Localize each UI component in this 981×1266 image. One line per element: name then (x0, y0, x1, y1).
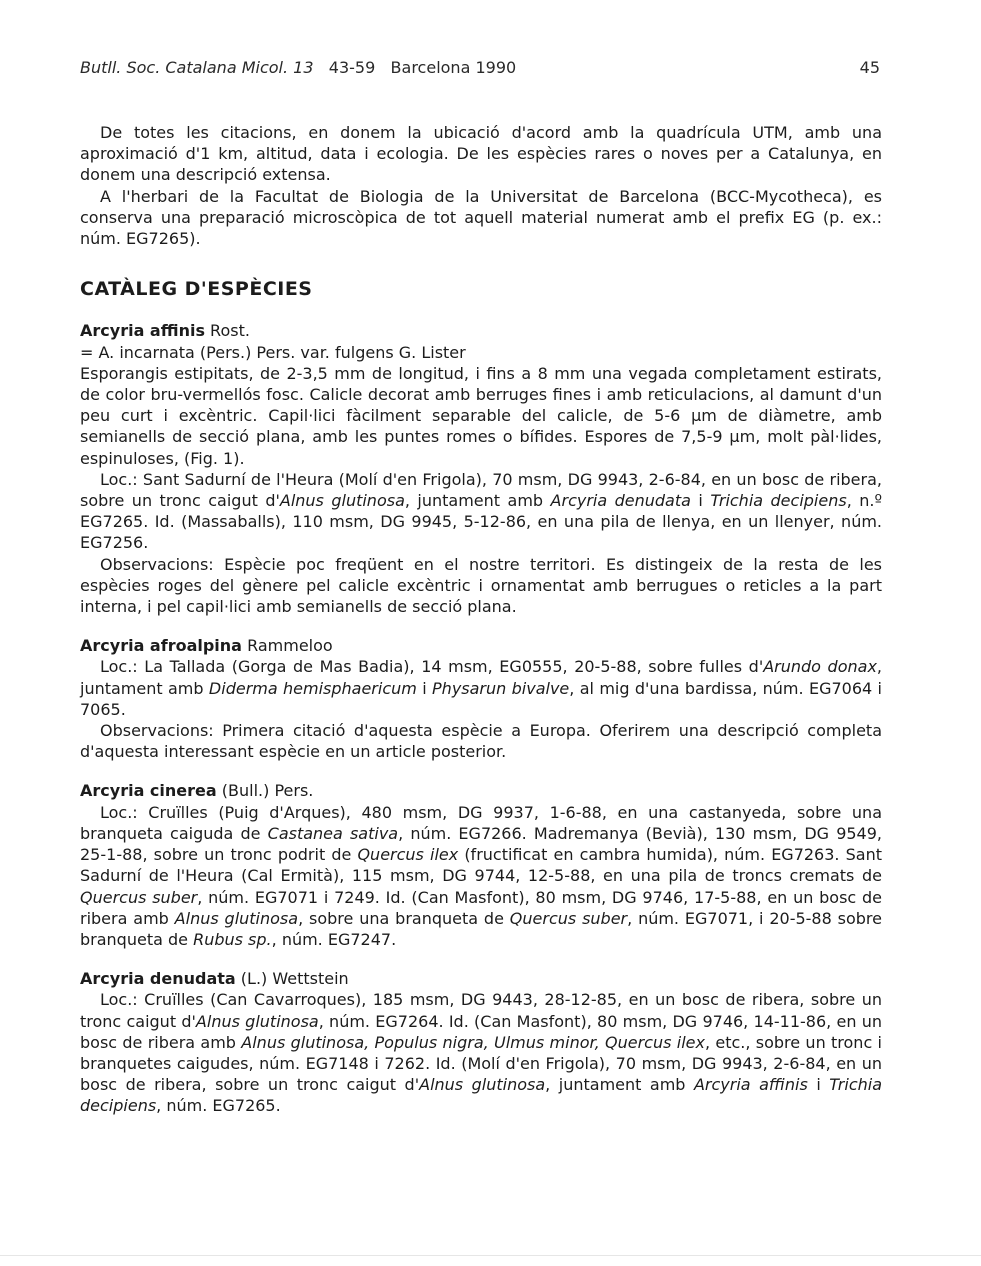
species-paragraph: Loc.: Cruïlles (Puig d'Arques), 480 msm, DG 9937, 1-6-88, en una castanyeda, sobre una branqueta caiguda de Castanea sativa, núm. EG7266. Madremanya (Bevià), 130 msm, DG 9549, 25-1-88, sobre un tronc podrit de Quercus ilex (fructificat en cambra humida), núm. EG7263. Sant Sadurní de l'Heura (Cal Ermità), 115 msm, DG 9744, 12-5-88, en una pila de troncs cremats de Quercus suber, núm. EG7071 i 7249. Id. (Can Masfont), 80 msm, DG 9746, 17-5-88, en un bosc de ribera amb Alnus glutinosa, sobre una branqueta de Quercus suber, núm. EG7071, i 20-5-88 sobre branqueta de Rubus sp., núm. EG7247. (80, 802, 883, 949)
species-heading (80, 635, 882, 656)
journal-citation: Butll. Soc. Catalana Micol. 13 (80, 58, 314, 77)
species-paragraph: Loc.: Cruïlles (Can Cavarroques), 185 msm, DG 9443, 28-12-85, en un bosc de ribera, sobre un tronc caigut d'Alnus glutinosa, núm. EG7264. Id. (Can Masfont), 80 msm, DG 9746, 14-11-86, en un bosc de ribera amb Alnus glutinosa, Populus nigra, Ulmus minor, Quercus ilex, etc., sobre un tronc i branquetes caigudes, núm. EG7148 i 7262. Id. (Molí d'en Frigola), 70 msm, DG 9943, 2-6-84, en un bosc de ribera, sobre un tronc caigut d'Alnus glutinosa, juntament amb Arcyria affinis i Trichia decipiens, núm. EG7265. (80, 990, 883, 1116)
species-paragraph: Observacions: Espècie poc freqüent en el nostre territori. Es distingeix de la resta de les espècies roges del gènere pel calicle excèntric i ornamentat amb berrugues o reticles a la part interna, i pel capil·lici amb semianells de secció plana. (80, 554, 882, 617)
species-heading (80, 968, 882, 989)
species-paragraph: Observacions: Primera citació d'aquesta espècie a Europa. Oferirem una descripció completa d'aquesta interessant espècie en un article posterior. (80, 721, 882, 762)
intro-paragraph: A l'herbari de la Facultat de Biologia de la Universitat de Barcelona (BCC-Mycotheca), es conserva una preparació microscòpica de tot aquell material numerat amb el prefix EG (p. ex.: núm. EG7265). (80, 186, 882, 249)
page-body (80, 122, 882, 1117)
species-paragraph: = A. incarnata (Pers.) Pers. var. fulgens G. Lister (80, 342, 466, 362)
species-paragraph: Esporangis estipitats, de 2-3,5 mm de longitud, i fins a 8 mm una vegada completament estirats, de color bru-vermellós fosc. Calicle decorat amb berruges fines i amb reticulacions, al damunt d'un peu curt i excèntric. Capil·lici fàcilment separable del calicle, de 5-6 µm de diàmetre, amb semianells de secció plana, amb les puntes romes o bífides. Espores de 7,5-9 µm, molt pàl·lides, espinuloses, (Fig. 1). (80, 363, 882, 468)
species-list (80, 320, 882, 1116)
section-title: CATÀLEG D'ESPÈCIES (80, 278, 313, 301)
species-heading (80, 780, 882, 801)
species-name: Arcyria affinis (80, 321, 205, 341)
intro-paragraph: De totes les citacions, en donem la ubicació d'acord amb la quadrícula UTM, amb una aproximació d'1 km, altitud, data i ecologia. De les espècies rares o noves per a Catalunya, en donem una descripció extensa. (80, 123, 882, 185)
bottom-edge-rule (0, 1255, 981, 1256)
page-number: 45 (859, 58, 880, 77)
place-year: Barcelona 1990 (390, 58, 517, 77)
page-range: 43-59 (328, 58, 376, 77)
species-entry (80, 968, 882, 1116)
species-author: (Bull.) Pers. (216, 781, 314, 801)
species-name: Arcyria cinerea (80, 781, 217, 801)
species-author: Rammeloo (241, 636, 333, 656)
species-name: Arcyria afroalpina (80, 636, 242, 656)
running-header (80, 58, 880, 82)
species-name: Arcyria denudata (80, 969, 236, 989)
species-entry (80, 780, 882, 950)
species-paragraph: Loc.: La Tallada (Gorga de Mas Badia), 14 msm, EG0555, 20-5-88, sobre fulles d'Arundo donax, juntament amb Diderma hemisphaericum i Physarun bivalve, al mig d'una bardissa, núm. EG7064 i 7065. (80, 657, 882, 719)
species-author: Rost. (204, 321, 250, 341)
species-heading (80, 320, 882, 341)
species-entry (80, 320, 882, 617)
species-entry (80, 635, 882, 762)
species-author: (L.) Wettstein (235, 969, 349, 989)
species-paragraph: Loc.: Sant Sadurní de l'Heura (Molí d'en Frigola), 70 msm, DG 9943, 2-6-84, en un bosc de ribera, sobre un tronc caigut d'Alnus glutinosa, juntament amb Arcyria denudata i Trichia decipiens, n.º EG7265. Id. (Massaballs), 110 msm, DG 9945, 5-12-86, en una pila de llenya, en un llenyer, núm. EG7256. (80, 469, 883, 553)
